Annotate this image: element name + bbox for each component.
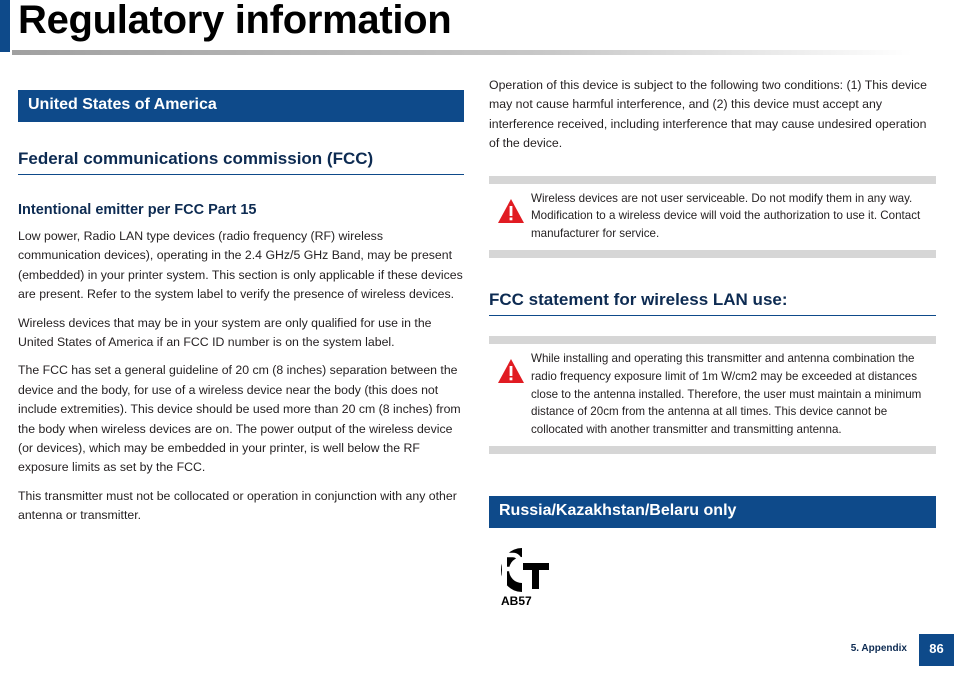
heading-fcc-wireless-lan: FCC statement for wireless LAN use:	[489, 290, 936, 316]
page-title: Regulatory information	[18, 0, 452, 42]
paragraph-collocation: This transmitter must not be collocated or operation in conjunction with any other antenna or transmitter.	[18, 488, 457, 523]
warning-box-exposure	[489, 336, 936, 454]
heading-fcc: Federal communications commission (FCC)	[18, 149, 464, 175]
title-rule	[12, 50, 912, 55]
paragraph-separation: The FCC has set a general guideline of 20 cm (8 inches) separation between the device and the body, for use of a wireless device near the body (this does not include extremities). This device should be used more than 20 cm (8 inches) from the body when wireless devices are on. The power output of the wireless device (or devices), which may be embedded in your printer, is well below the RF exposure limits as set by the FCC.	[18, 363, 461, 475]
warning-box-service	[489, 176, 936, 259]
left-column	[18, 90, 464, 526]
logo-code-text: AB57	[501, 594, 532, 608]
header-accent-bar	[0, 0, 10, 52]
paragraph-radio-lan: Low power, Radio LAN type devices (radio frequency (RF) wireless communication devices), operating in the 2.4 GHz/5 GHz Band, may be present (embedded) in your printer system. This section is only applicable if these devices are present. Refer to the system label to verify the presence of wireless devices.	[18, 229, 463, 302]
heading-intentional-emitter: Intentional emitter per FCC Part 15	[18, 202, 257, 218]
warning-icon	[497, 358, 525, 384]
right-column	[489, 76, 936, 528]
warning-icon	[497, 198, 525, 224]
warning-text-exposure: While installing and operating this transmitter and antenna combination the radio frequency exposure limit of 1m W/cm2 may be exceeded at distances close to the antenna installed. Therefore, the user must maintain a minimum distance of 20cm from the antenna at all times. This device cannot be collocated with another transmitter and transmitting antenna.	[531, 352, 922, 436]
section-title-russia: Russia/Kazakhstan/Belaru only	[489, 496, 936, 528]
footer-chapter-label: 5. Appendix	[850, 643, 907, 654]
section-title-usa: United States of America	[18, 90, 464, 122]
page-number-badge: 86	[919, 634, 954, 666]
paragraph-conditions: Operation of this device is subject to the following two conditions: (1) This device may not cause harmful interference, and (2) this device must accept any interference received, including interference that may cause undesired operation of the device.	[489, 78, 927, 151]
gost-r-certification-logo	[489, 543, 551, 611]
paragraph-fcc-id: Wireless devices that may be in your system are only qualified for use in the United States of America if an FCC ID number is on the system label.	[18, 315, 432, 350]
warning-text-service: Wireless devices are not user serviceable. Do not modify them in any way. Modification to a wireless device will void the authorization to use it. Contact manufacturer for service.	[531, 191, 921, 240]
